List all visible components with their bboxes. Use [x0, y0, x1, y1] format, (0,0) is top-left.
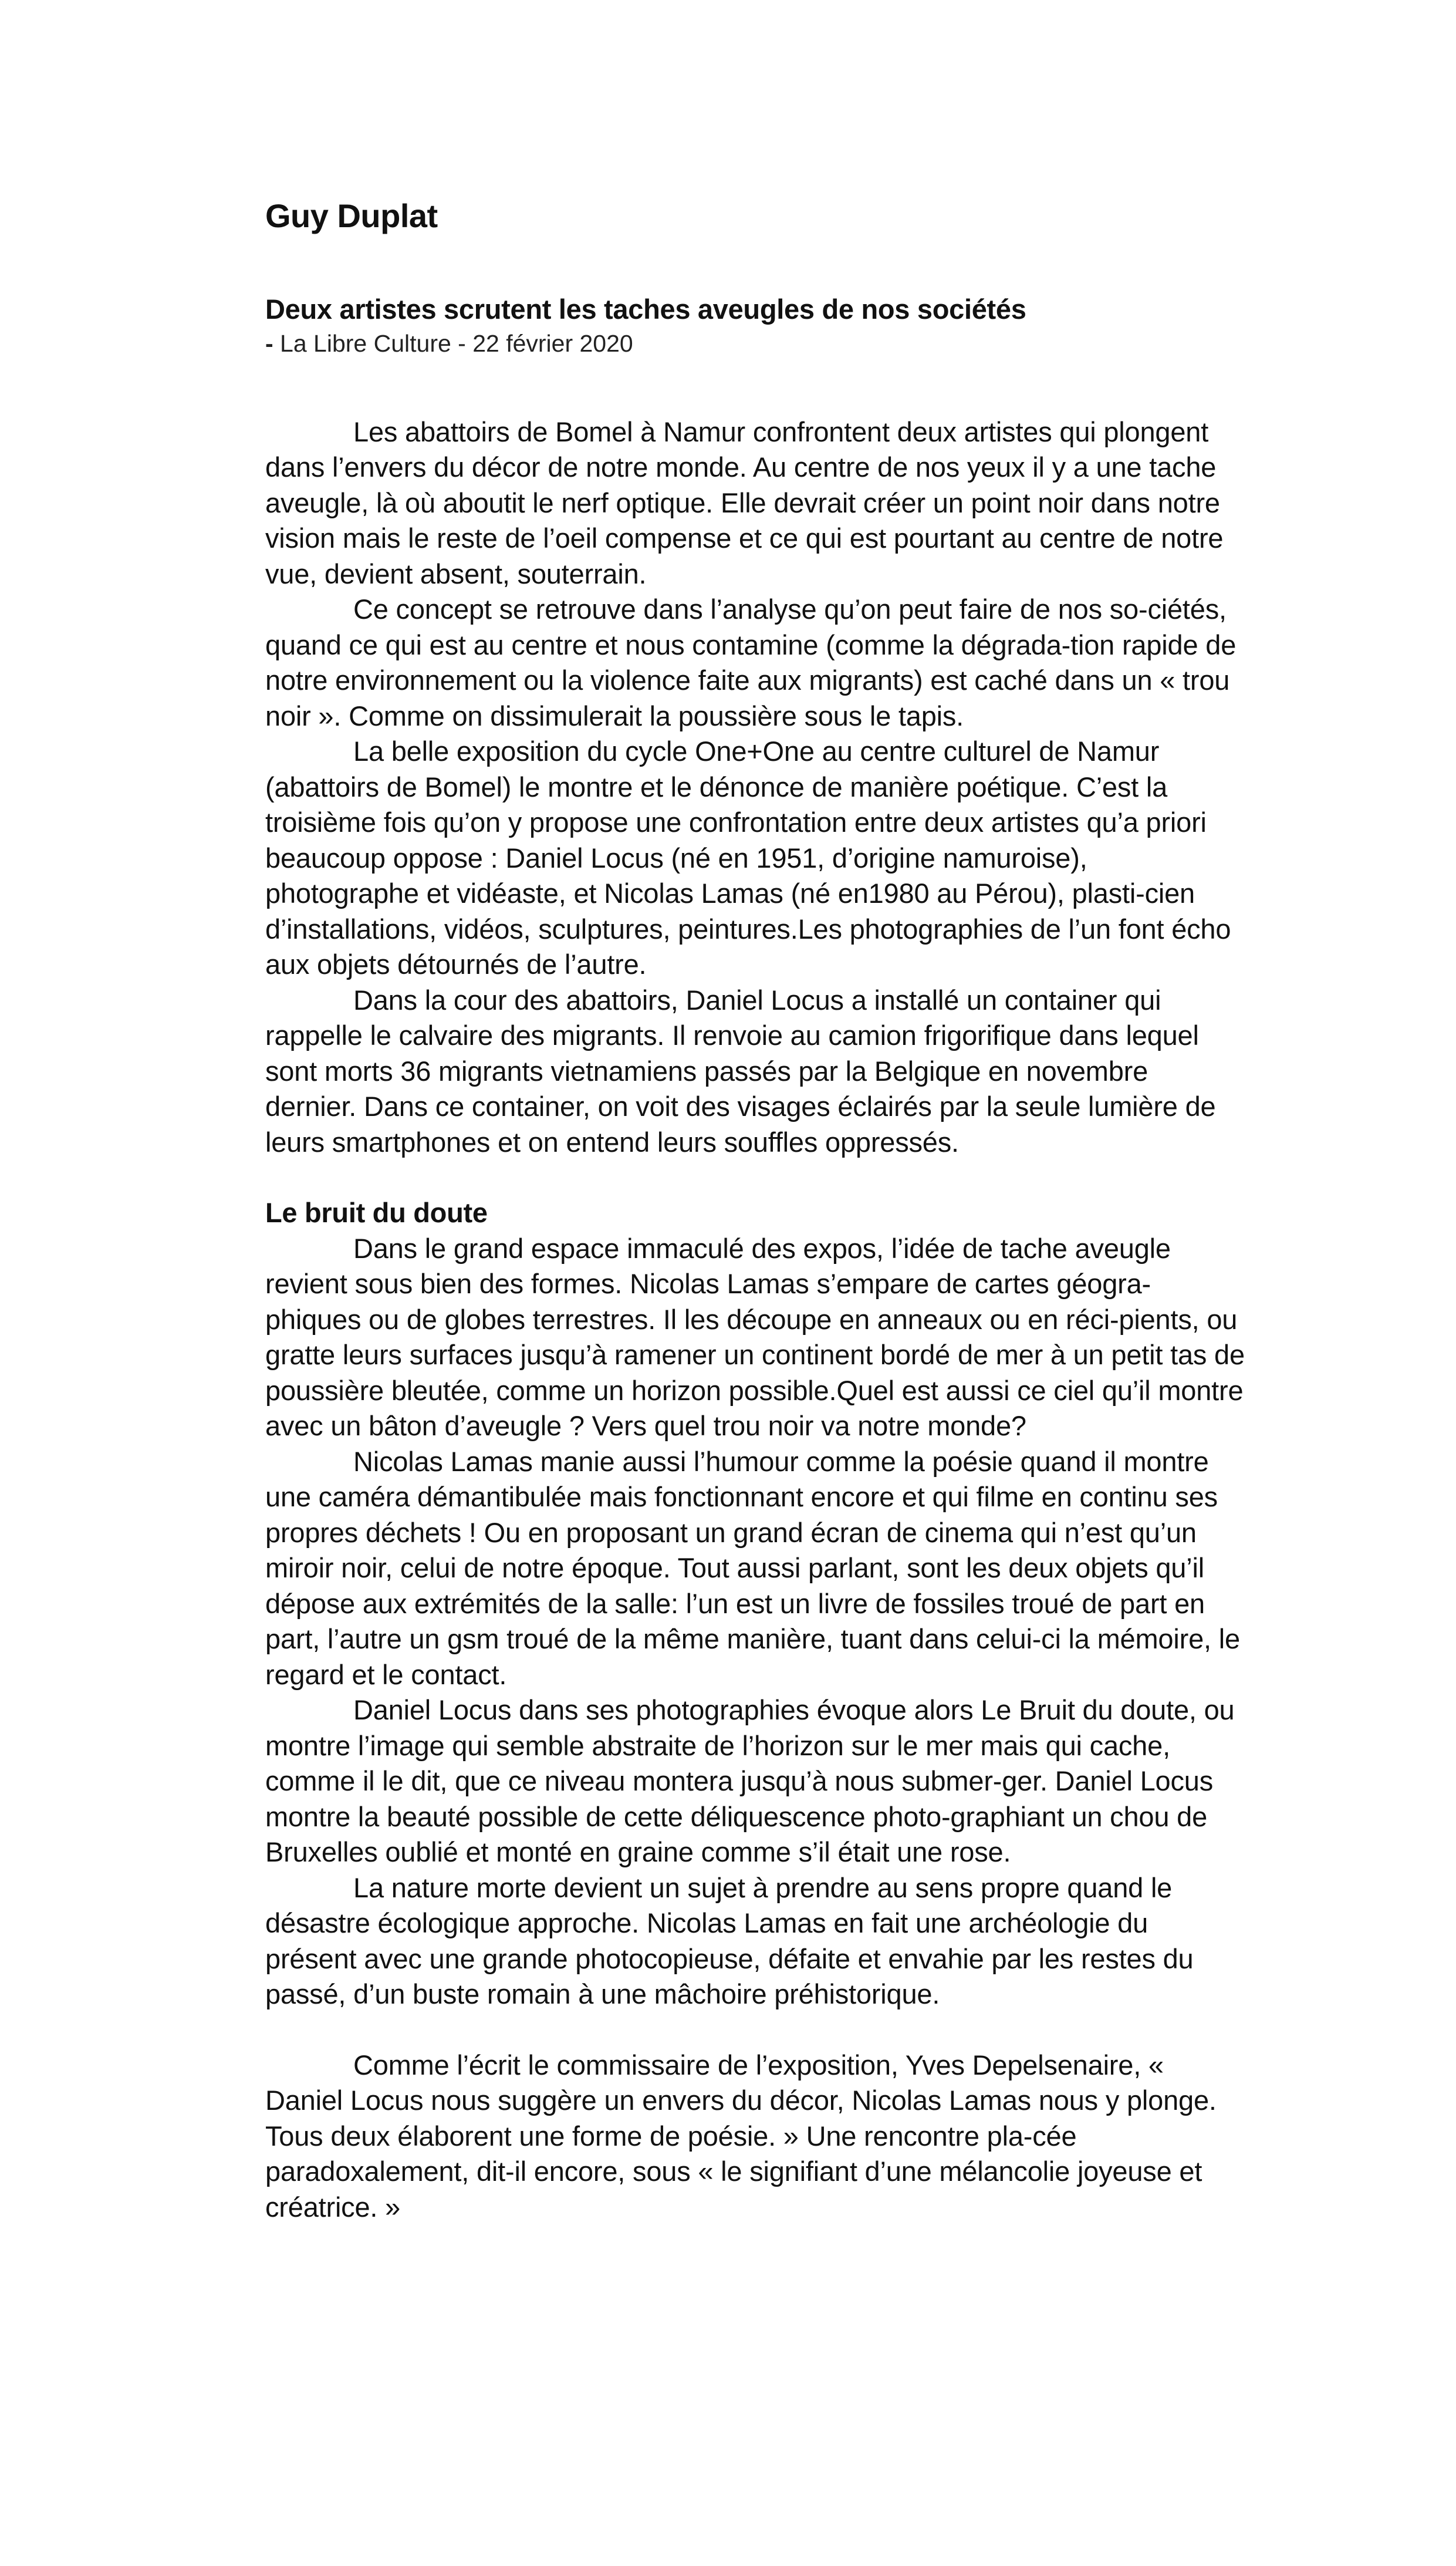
paragraph: Daniel Locus dans ses photographies évoque alors Le Bruit du doute, ou montre l’image qui semble abstraite de l’horizon sur le mer mais qui cache, comme il le dit, que ce niveau montera jusqu’à nous submer-ger. Daniel Locus montre la beauté possible de cette déliquescence photo-graphiant un chou de Bruxelles oublié et monté en graine comme s’il était une rose. — [265, 1694, 1235, 1868]
article-source — [265, 329, 1245, 358]
source-dash: - — [265, 329, 273, 357]
paragraph: Nicolas Lamas manie aussi l’humour comme la poésie quand il montre une caméra démantibulée mais fonctionnant encore et qui filme en continu ses propres déchets ! Ou en proposant un grand écran de cinema qui n’est qu’un miroir noir, celui de notre époque. Tout aussi parlant, sont les deux objets qu’il dépose aux extrémités de la salle: l’un est un livre de fossiles troué de part en part, l’autre un gsm troué de la même manière, tuant dans celui-ci la mémoire, le regard et le contact. — [265, 1445, 1240, 1690]
source-text: La Libre Culture - 22 février 2020 — [273, 329, 633, 357]
paragraph: Dans la cour des abattoirs, Daniel Locus a installé un container qui rappelle le calvaire des migrants. Il renvoie au camion frigorifique dans lequel sont morts 36 migrants vietnamiens passés par la Belgique en novembre dernier. Dans ce container, on voit des visages éclairés par la seule lumière de leurs smartphones et on entend leurs souffles oppressés. — [265, 984, 1216, 1158]
article-headline: Deux artistes scrutent les taches aveugles de nos sociétés — [265, 294, 1026, 325]
section-subhead: Le bruit du doute — [265, 1197, 488, 1229]
author-name: Guy Duplat — [265, 197, 438, 234]
closing-paragraph: Comme l’écrit le commissaire de l’exposition, Yves Depelsenaire, « Daniel Locus nous suggère un envers du décor, Nicolas Lamas nous y plonge. Tous deux élaborent une forme de poésie. » Une rencontre pla-cée paradoxalement, dit-il encore, sous « le signifiant d’une mélancolie joyeuse et créatrice. » — [265, 2049, 1217, 2223]
paragraph: Dans le grand espace immaculé des expos, l’idée de tache aveugle revient sous bien des formes. Nicolas Lamas s’empare de cartes géogra-phiques ou de globes terrestres. Il les découpe en anneaux ou en réci-pients, ou gratte leurs surfaces jusqu’à ramener un continent bordé de mer à un petit tas de poussière bleutée, comme un horizon possible.Quel est aussi ce ciel qu’il montre avec un bâton d’aveugle ? Vers quel trou noir va notre monde? — [265, 1232, 1245, 1442]
paragraph: La nature morte devient un sujet à prendre au sens propre quand le désastre écologique approche. Nicolas Lamas en fait une archéologie du présent avec une grande photocopieuse, défaite et envahie par les restes du passé, d’un buste romain à une mâchoire préhistorique. — [265, 1872, 1194, 2010]
paragraph-gap — [265, 2012, 1245, 2048]
paragraph: Ce concept se retrouve dans l’analyse qu’on peut faire de nos so-ciétés, quand ce qui est au centre et nous contamine (comme la dégrada-tion rapide de notre environnement ou la violence faite aux migrants) est caché dans un « trou noir ». Comme on dissimulerait la poussière sous le tapis. — [265, 594, 1237, 731]
article-body — [265, 414, 1245, 2226]
paragraph: La belle exposition du cycle One+One au centre culturel de Namur (abattoirs de Bomel) le montre et le dénonce de manière poétique. C’est la troisième fois qu’on y propose une confrontation entre deux artistes qu’a priori beaucoup oppose : Daniel Locus (né en 1951, d’origine namuroise), photographe et vidéaste, et Nicolas Lamas (né en1980 au Pérou), plasti-cien d’installations, vidéos, sculptures, peintures.Les photographies de l’un font écho aux objets détournés de l’autre. — [265, 736, 1231, 980]
article-page — [265, 194, 1245, 2225]
paragraph: Les abattoirs de Bomel à Namur confrontent deux artistes qui plongent dans l’envers du décor de notre monde. Au centre de nos yeux il y a une tache aveugle, là où aboutit le nerf optique. Elle devrait créer un point noir dans notre vision mais le reste de l’oeil compense et ce qui est pourtant au centre de notre vue, devient absent, souterrain. — [265, 416, 1224, 589]
